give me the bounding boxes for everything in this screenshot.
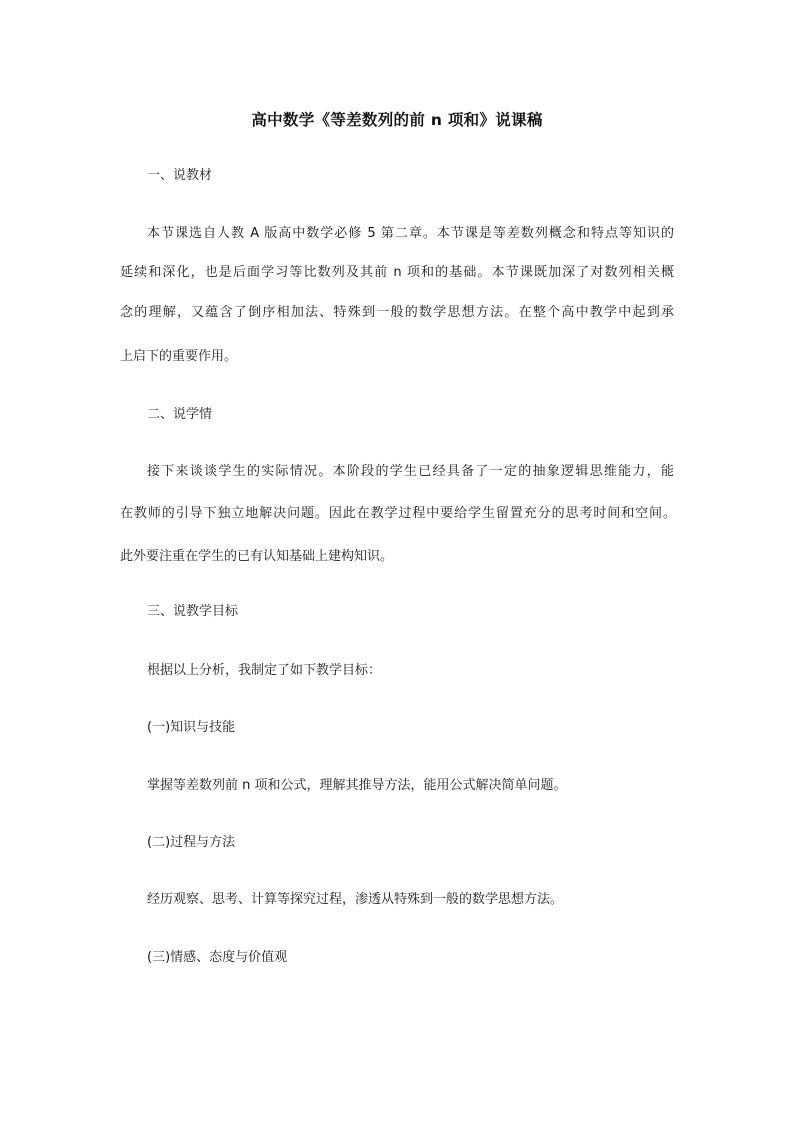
paragraph-line: 在教师的引导下独立地解决问题。因此在教学过程中要给学生留置充分的思考时间和空间。 [120, 506, 676, 521]
subheading-process-methods: (二)过程与方法 [147, 835, 236, 850]
subheading-knowledge-skills: (一)知识与技能 [147, 720, 236, 735]
section-heading-textbook: 一、说教材 [147, 168, 213, 183]
paragraph-line: 接下来谈谈学生的实际情况。本阶段的学生已经具备了一定的抽象逻辑思维能力，能 [147, 464, 674, 479]
paragraph-line: 经历观察、思考、计算等探究过程，渗透从特殊到一般的数学思想方法。 [147, 892, 564, 907]
section-heading-students: 二、说学情 [147, 407, 213, 422]
paragraph-line: 本节课选自人教 A 版高中数学必修 5 第二章。本节课是等差数列概念和特点等知识的 [147, 226, 674, 241]
paragraph-line: 上启下的重要作用。 [120, 349, 238, 364]
paragraph-line: 此外要注重在学生的已有认知基础上建构知识。 [120, 549, 394, 564]
subheading-emotion-values: (三)情感、态度与价值观 [147, 950, 288, 965]
document-title: 高中数学《等差数列的前 n 项和》说课稿 [251, 111, 543, 129]
paragraph-line: 根据以上分析，我制定了如下教学目标： [147, 663, 382, 678]
section-heading-objectives: 三、说教学目标 [147, 604, 239, 619]
paragraph-line: 掌握等差数列前 n 项和公式，理解其推导方法，能用公式解决简单问题。 [147, 778, 567, 793]
paragraph-line: 念的理解，又蕴含了倒序相加法、特殊到一般的数学思想方法。在整个高中教学中起到承 [120, 305, 674, 320]
paragraph-line: 延续和深化，也是后面学习等比数列及其前 n 项和的基础。本节课既加深了对数列相关概 [120, 265, 674, 280]
